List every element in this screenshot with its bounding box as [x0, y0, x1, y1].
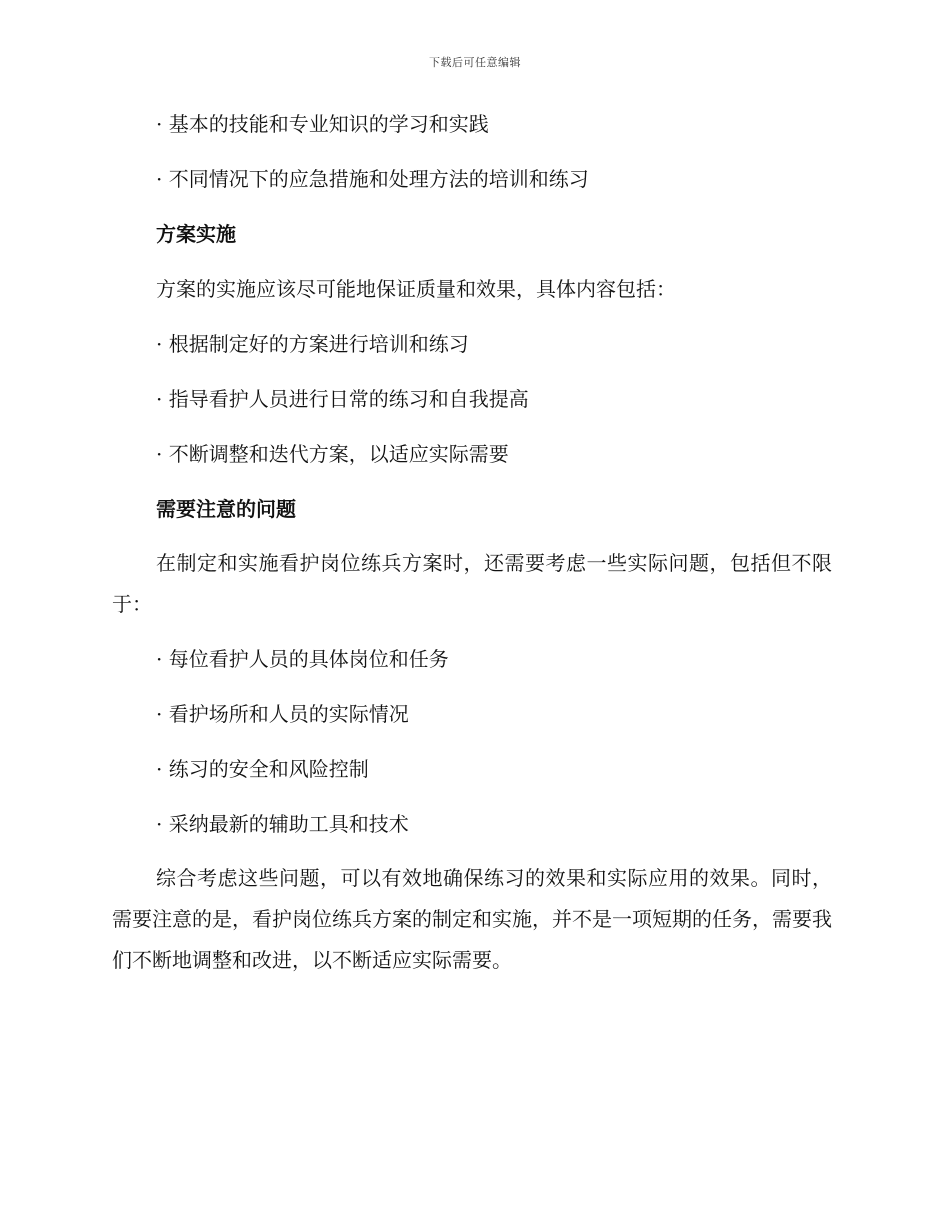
bullet-item: · 指导看护人员进行日常的练习和自我提高	[156, 387, 529, 411]
bullet-item: · 练习的安全和风险控制	[156, 757, 369, 781]
bullet-item: · 不同情况下的应急措施和处理方法的培训和练习	[156, 167, 589, 191]
page-header-note: 下载后可任意编辑	[429, 56, 521, 69]
paragraph: 在制定和实施看护岗位练兵方案时，还需要考虑一些实际问题，包括但不限于：	[112, 551, 832, 616]
section-heading: 方案实施	[156, 222, 236, 246]
bullet-item: · 不断调整和迭代方案，以适应实际需要	[156, 442, 509, 466]
section-heading: 需要注意的问题	[156, 497, 296, 521]
bullet-item: · 每位看护人员的具体岗位和任务	[156, 647, 449, 671]
paragraph: 方案的实施应该尽可能地保证质量和效果，具体内容包括：	[156, 277, 676, 301]
bullet-item: · 根据制定好的方案进行培训和练习	[156, 332, 469, 356]
paragraph: 综合考虑这些问题，可以有效地确保练习的效果和实际应用的效果。同时，需要注意的是，看护岗位练兵方案的制定和实施，并不是一项短期的任务，需要我们不断地调整和改进，以不断适应实际需要。	[112, 866, 832, 972]
bullet-item: · 看护场所和人员的实际情况	[156, 702, 409, 726]
bullet-item: · 采纳最新的辅助工具和技术	[156, 812, 409, 836]
bullet-item: · 基本的技能和专业知识的学习和实践	[156, 112, 489, 136]
document-body	[112, 110, 832, 1001]
